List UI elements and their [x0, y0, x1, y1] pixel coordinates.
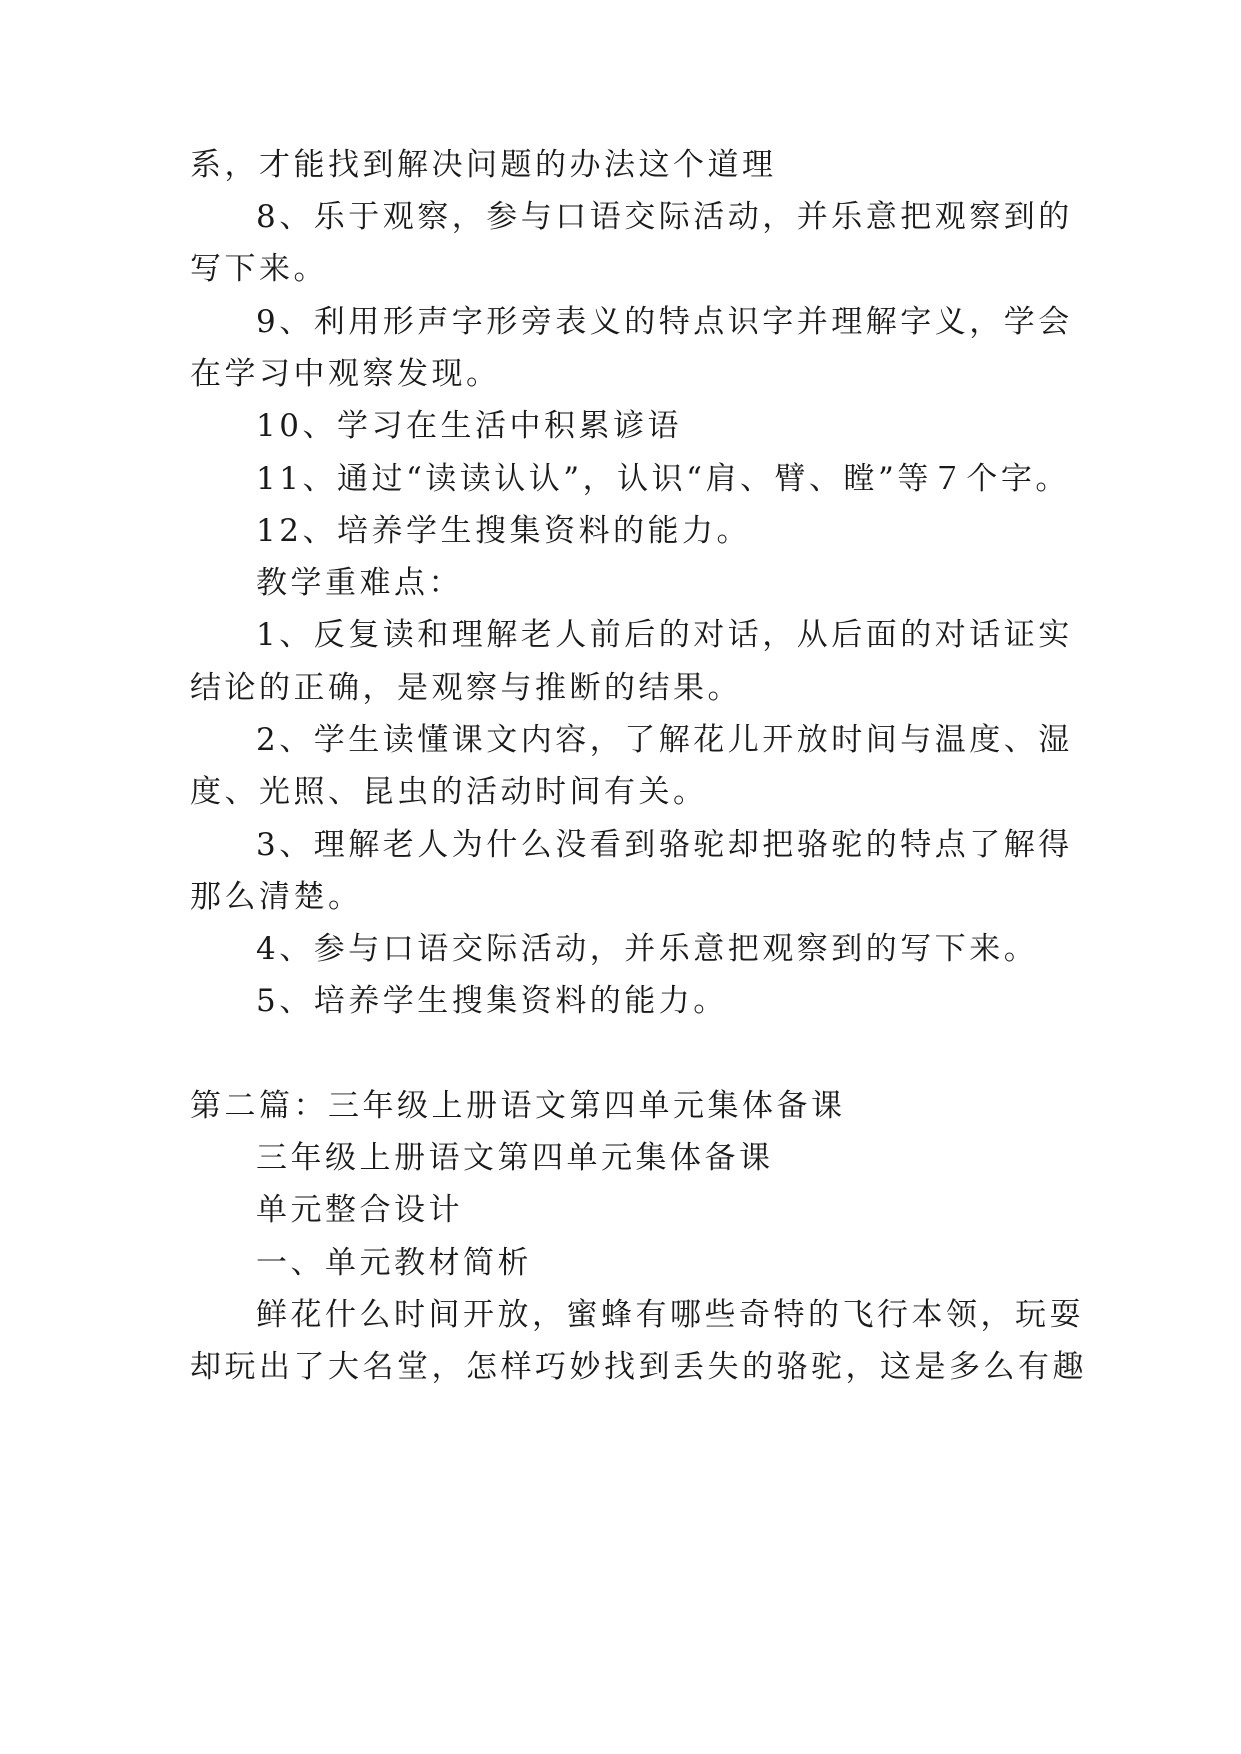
text-line: 5、培养学生搜集资料的能力。: [256, 983, 728, 1019]
text-line: 单元整合设计: [256, 1192, 463, 1228]
chapter-title: 第二篇：三年级上册语文第四单元集体备课: [190, 1088, 846, 1124]
text-line: 11、通过“读读认认”，认识“肩、臂、瞠”等７个字。: [256, 461, 1070, 497]
text-line: 1、反复读和理解老人前后的对话，从后面的对话证实: [256, 617, 1073, 653]
text-line: 12、培养学生搜集资料的能力。: [256, 513, 751, 549]
text-line: 鲜花什么时间开放，蜜蜂有哪些奇特的飞行本领，玩耍: [256, 1297, 1084, 1333]
text-line: 2、学生读懂课文内容，了解花儿开放时间与温度、湿: [256, 722, 1073, 758]
text-line: 在学习中观察发现。: [190, 356, 501, 392]
text-line: 三年级上册语文第四单元集体备课: [256, 1140, 774, 1176]
text-line: 9、利用形声字形旁表义的特点识字并理解字义，学会: [256, 304, 1073, 340]
text-line: 度、光照、昆虫的活动时间有关。: [190, 774, 708, 810]
text-line: 写下来。: [190, 251, 328, 287]
text-line: 却玩出了大名堂，怎样巧妙找到丢失的骆驼，这是多么有趣: [190, 1349, 1087, 1385]
text-line: 那么清楚。: [190, 879, 363, 915]
text-line: 8、乐于观察，参与口语交际活动，并乐意把观察到的: [256, 199, 1073, 235]
text-line: 系，才能找到解决问题的办法这个道理: [190, 147, 777, 183]
text-line: 结论的正确，是观察与推断的结果。: [190, 670, 742, 706]
section-heading: 教学重难点：: [256, 565, 463, 601]
section-heading: 一、单元教材简析: [256, 1245, 532, 1281]
text-line: 10、学习在生活中积累谚语: [256, 408, 682, 444]
text-line: 3、理解老人为什么没看到骆驼却把骆驼的特点了解得: [256, 827, 1073, 863]
text-line: 4、参与口语交际活动，并乐意把观察到的写下来。: [256, 931, 1039, 967]
